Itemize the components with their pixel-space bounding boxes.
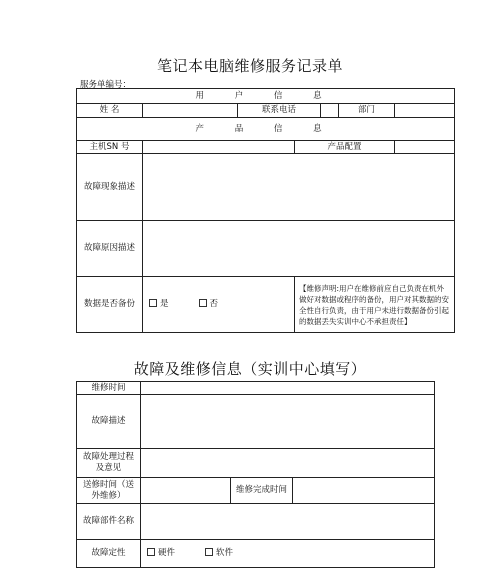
process-value[interactable] xyxy=(141,449,435,478)
phone-value[interactable] xyxy=(321,104,339,118)
nature-label: 故障定性 xyxy=(77,540,141,568)
cause-value[interactable] xyxy=(143,221,455,277)
parts-label: 故障部件名称 xyxy=(77,504,141,540)
fault-info-table xyxy=(76,381,435,568)
fault-desc-label: 故障描述 xyxy=(77,395,141,449)
dept-label: 部门 xyxy=(339,104,395,118)
product-info-header: 产 品 信 息 xyxy=(77,118,455,141)
form-title: 笔记本电脑维修服务记录单 xyxy=(156,57,343,75)
name-label: 姓 名 xyxy=(77,104,143,118)
repair-notice: 【维修声明:用户在维修前应自己负责在机外做好对数据或程序的备份，用户对其数据的安全性自行负责，由于用户未进行数据备份引起的数据丢失实训中心不承担责任】 xyxy=(295,277,455,333)
repair-form-table xyxy=(76,88,455,333)
sn-value[interactable] xyxy=(143,141,295,154)
software-option[interactable]: 软件 xyxy=(205,548,233,559)
fault-desc-value[interactable] xyxy=(141,395,435,449)
fault-section-title: 故障及维修信息（实训中心填写） xyxy=(133,360,367,378)
send-time-label: 送修时间（送外维修） xyxy=(77,478,141,504)
symptom-label: 故障现象描述 xyxy=(77,154,143,221)
config-label: 产品配置 xyxy=(295,141,395,154)
cause-label: 故障原因描述 xyxy=(77,221,143,277)
backup-label: 数据是否备份 xyxy=(77,277,143,333)
backup-yes-option[interactable]: 是 xyxy=(149,299,169,310)
backup-no-option[interactable]: 否 xyxy=(199,299,219,310)
sn-label: 主机SN 号 xyxy=(77,141,143,154)
checkbox-icon xyxy=(147,548,155,556)
done-time-label: 维修完成时间 xyxy=(231,478,293,504)
checkbox-icon xyxy=(149,299,157,307)
repair-time-value[interactable] xyxy=(141,382,435,395)
symptom-value[interactable] xyxy=(143,154,455,221)
done-time-value[interactable] xyxy=(293,478,435,504)
nature-options xyxy=(141,540,435,568)
process-label: 故障处理过程及意见 xyxy=(77,449,141,478)
parts-value[interactable] xyxy=(141,504,435,540)
service-number-label: 服务单编号： xyxy=(80,80,132,90)
name-value[interactable] xyxy=(143,104,238,118)
send-time-value[interactable] xyxy=(141,478,231,504)
config-value[interactable] xyxy=(395,141,455,154)
dept-value[interactable] xyxy=(395,104,455,118)
hardware-option[interactable]: 硬件 xyxy=(147,548,175,559)
phone-label: 联系电话 xyxy=(238,104,321,118)
repair-time-label: 维修时间 xyxy=(77,382,141,395)
checkbox-icon xyxy=(199,299,207,307)
user-info-header: 用 户 信 息 xyxy=(77,89,455,104)
backup-options xyxy=(143,277,295,333)
checkbox-icon xyxy=(205,548,213,556)
